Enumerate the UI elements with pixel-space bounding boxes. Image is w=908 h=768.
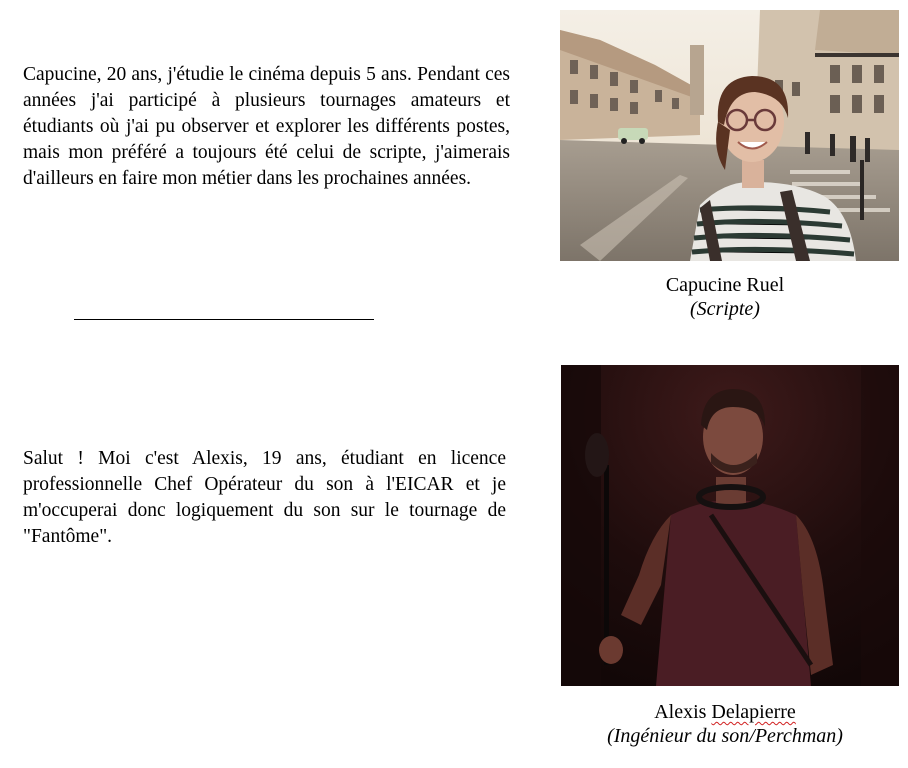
photo-capucine [560, 10, 899, 261]
photo-alexis [561, 365, 899, 686]
member-role: (Scripte) [690, 298, 760, 320]
member-name [560, 700, 890, 724]
member-name: Capucine Ruel [665, 274, 785, 296]
caption-capucine [560, 273, 890, 321]
member-last-name-spellcheck: Delapierre [711, 701, 796, 723]
bio-alexis: Salut ! Moi c'est Alexis, 19 ans, étudiant en licence professionnelle Chef Opérateur du son à l'EICAR et je m'occuperai donc logiquement du son sur le tournage de "Fantôme". [23, 448, 506, 547]
member-role: (Ingénieur du son/Perchman) [607, 725, 843, 747]
separator-line [74, 319, 374, 320]
bio-capucine: Capucine, 20 ans, j'étudie le cinéma depuis 5 ans. Pendant ces années j'ai participé à plusieurs tournages amateurs et étudiants où j'ai pu observer et explorer les différents postes, mais mon préféré a toujours été celui de scripte, j'aimerais d'ailleurs en faire mon métier dans les prochaines années. [23, 64, 510, 189]
member-first-name: Alexis [654, 701, 712, 723]
caption-alexis [560, 700, 890, 748]
